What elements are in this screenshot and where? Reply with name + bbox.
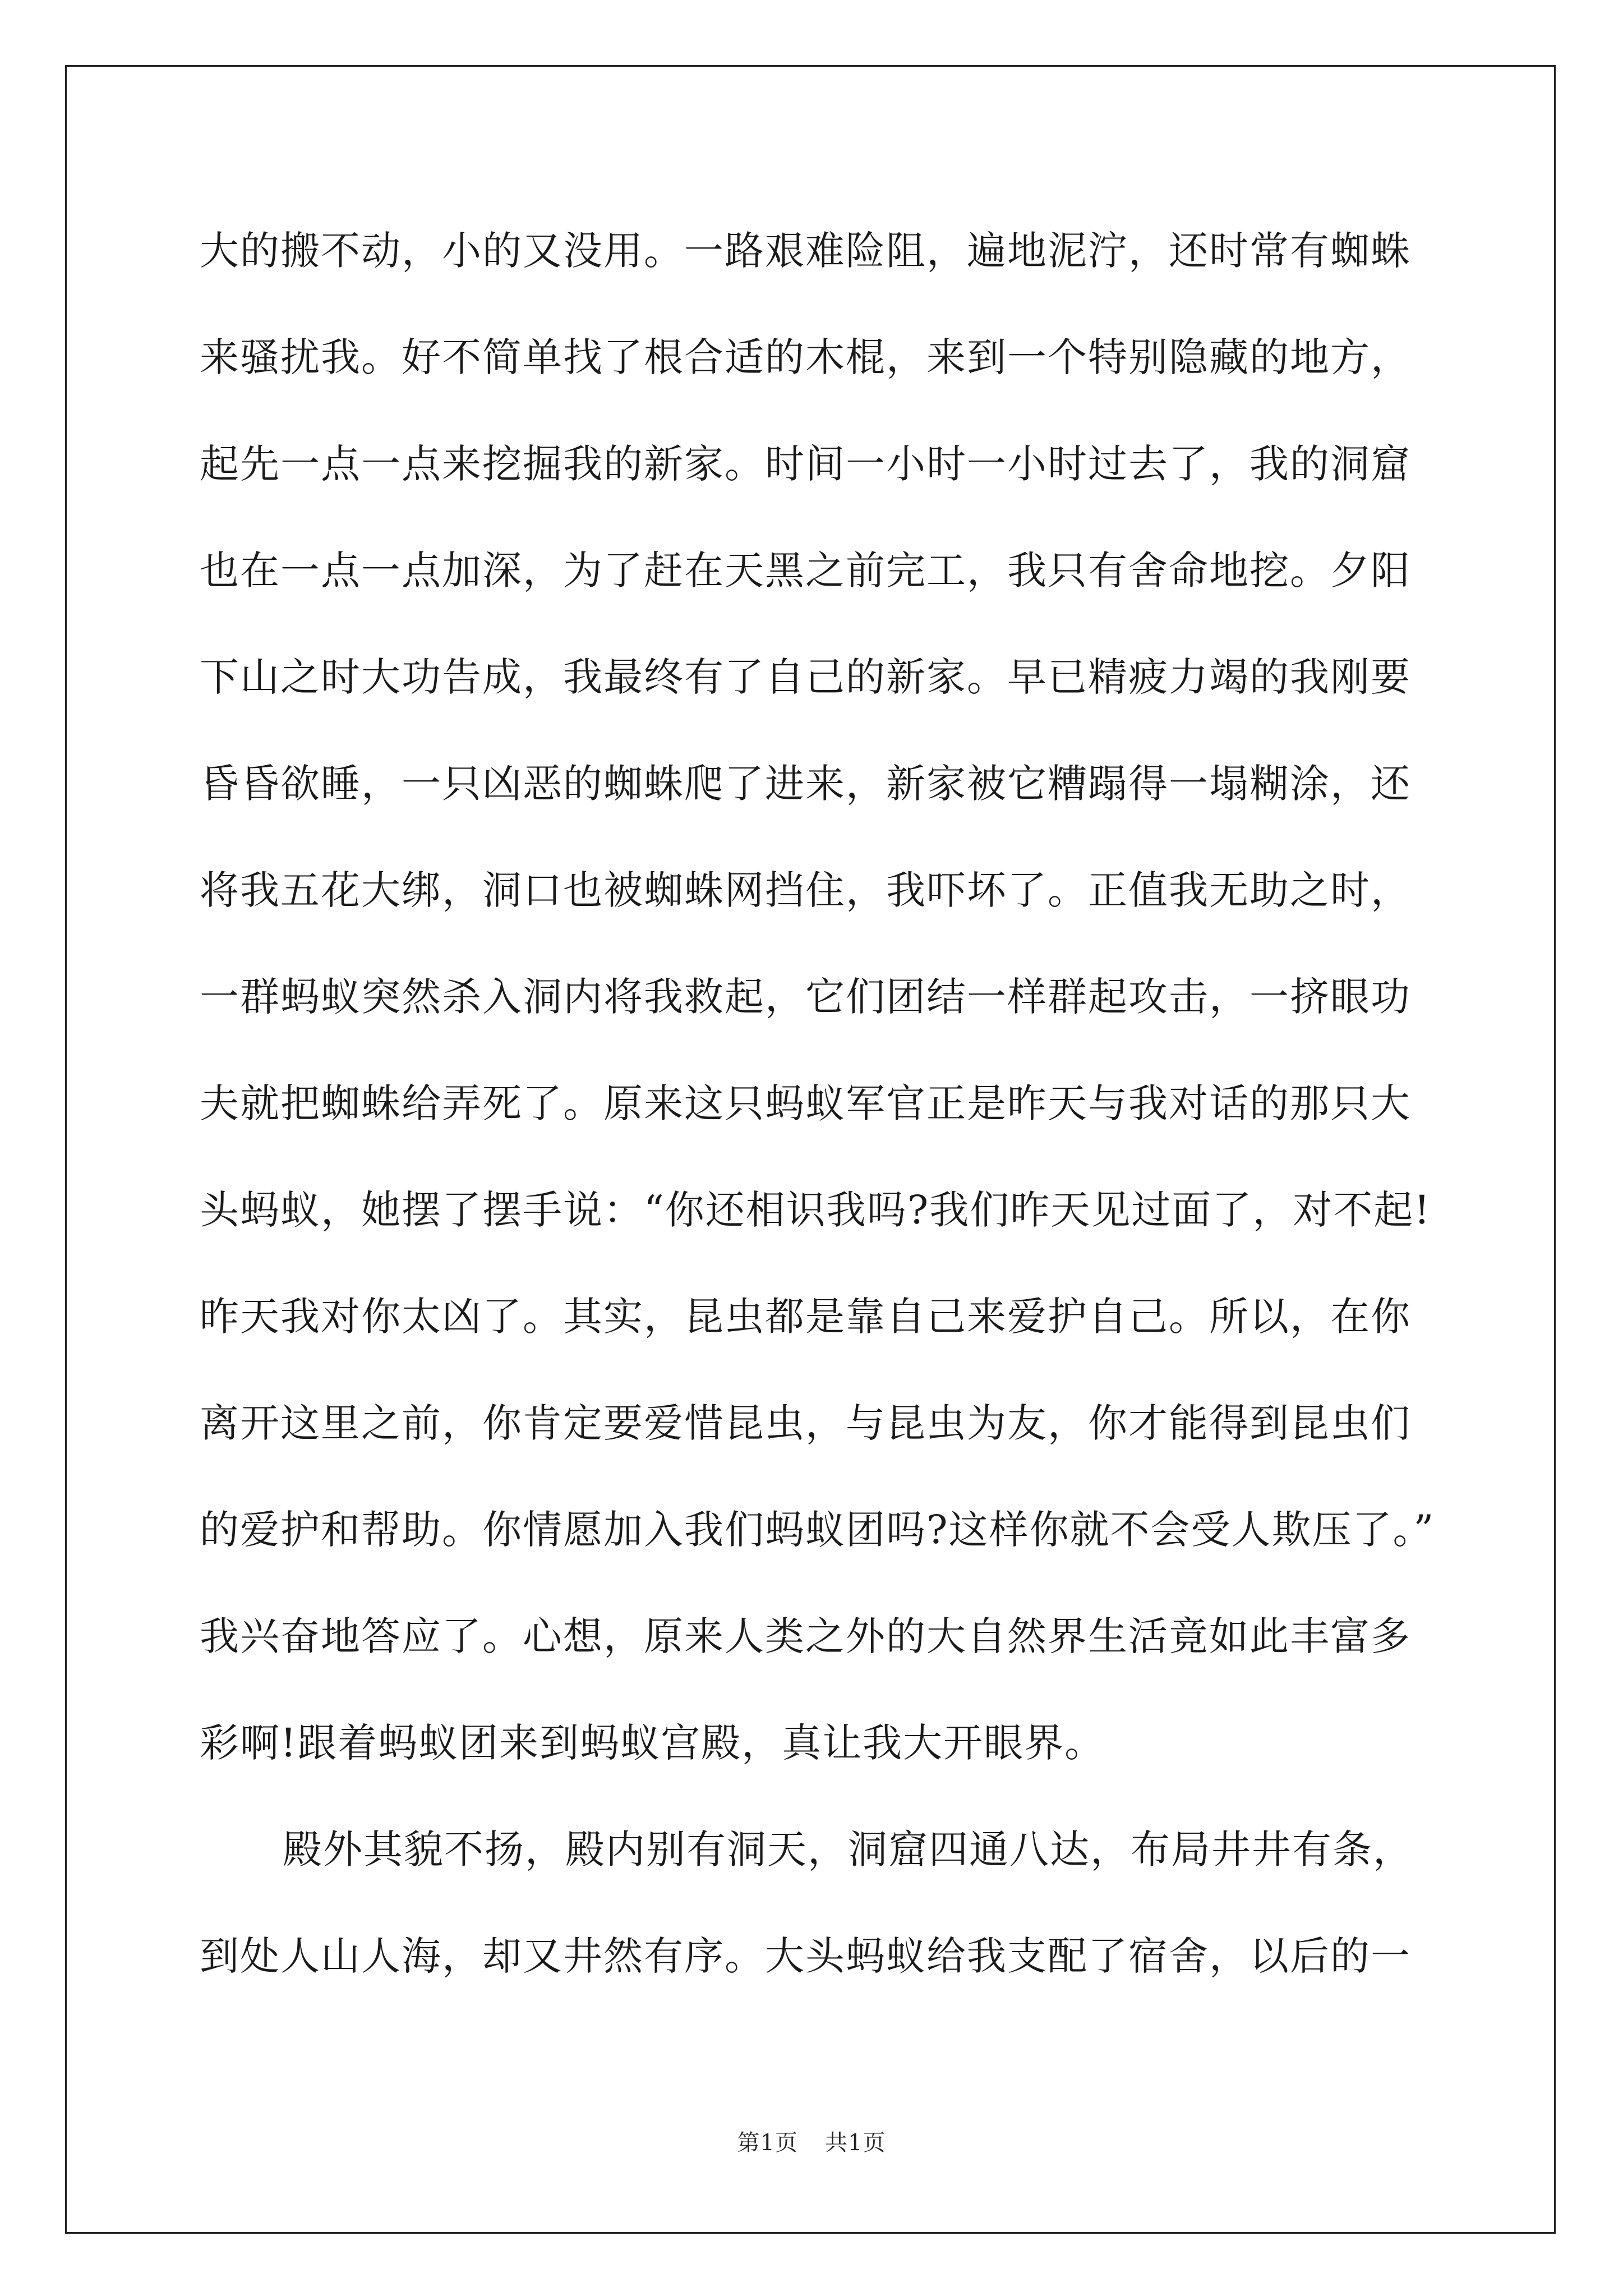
text-line: 下山之时大功告成，我最终有了自己的新家。早已精疲力竭的我刚要 xyxy=(200,654,1411,700)
text-line: 头蚂蚁，她摆了摆手说：“你还相识我吗?我们昨天见过面了，对不起! xyxy=(200,1187,1431,1233)
text-line: 我兴奋地答应了。心想，原来人类之外的大自然界生活竟如此丰富多 xyxy=(200,1613,1411,1659)
text-line: 到处人山人海，却又井然有序。大头蚂蚁给我支配了宿舍，以后的一 xyxy=(200,1933,1411,1979)
text-line: 离开这里之前，你肯定要爱惜昆虫，与昆虫为友，你才能得到昆虫们 xyxy=(200,1400,1411,1446)
text-line: 夫就把蜘蛛给弄死了。原来这只蚂蚁军官正是昨天与我对话的那只大 xyxy=(200,1080,1411,1126)
text-line: 一群蚂蚁突然杀入洞内将我救起，它们团结一样群起攻击，一挤眼功 xyxy=(200,974,1411,1020)
text-line: 昏昏欲睡，一只凶恶的蜘蛛爬了进来，新家被它糟蹋得一塌糊涂，还 xyxy=(200,761,1411,807)
text-line: 昨天我对你太凶了。其实，昆虫都是靠自己来爱护自己。所以，在你 xyxy=(200,1294,1411,1340)
text-line: 彩啊!跟着蚂蚁团来到蚂蚁宫殿，真让我大开眼界。 xyxy=(200,1720,1105,1766)
paragraph-start-line: 殿外其貌不扬，殿内别有洞天，洞窟四通八达，布局井井有条， xyxy=(283,1826,1413,1872)
page-total: 共1页 xyxy=(825,2130,886,2156)
page-footer xyxy=(0,2125,1623,2157)
text-line: 也在一点一点加深，为了赶在天黑之前完工，我只有舍命地挖。夕阳 xyxy=(200,547,1411,593)
body-text xyxy=(200,220,1435,2032)
text-line: 起先一点一点来挖掘我的新家。时间一小时一小时过去了，我的洞窟 xyxy=(200,441,1411,487)
text-line: 的爱护和帮助。你情愿加入我们蚂蚁团吗?这样你就不会受人欺压了。” xyxy=(200,1507,1435,1553)
text-line: 将我五花大绑，洞口也被蜘蛛网挡住，我吓坏了。正值我无助之时， xyxy=(200,867,1411,913)
page-number: 第1页 xyxy=(737,2130,798,2156)
text-line: 来骚扰我。好不简单找了根合适的木棍，来到一个特别隐藏的地方， xyxy=(200,334,1411,380)
text-line: 大的搬不动，小的又没用。一路艰难险阻，遍地泥泞，还时常有蜘蛛 xyxy=(200,228,1411,274)
